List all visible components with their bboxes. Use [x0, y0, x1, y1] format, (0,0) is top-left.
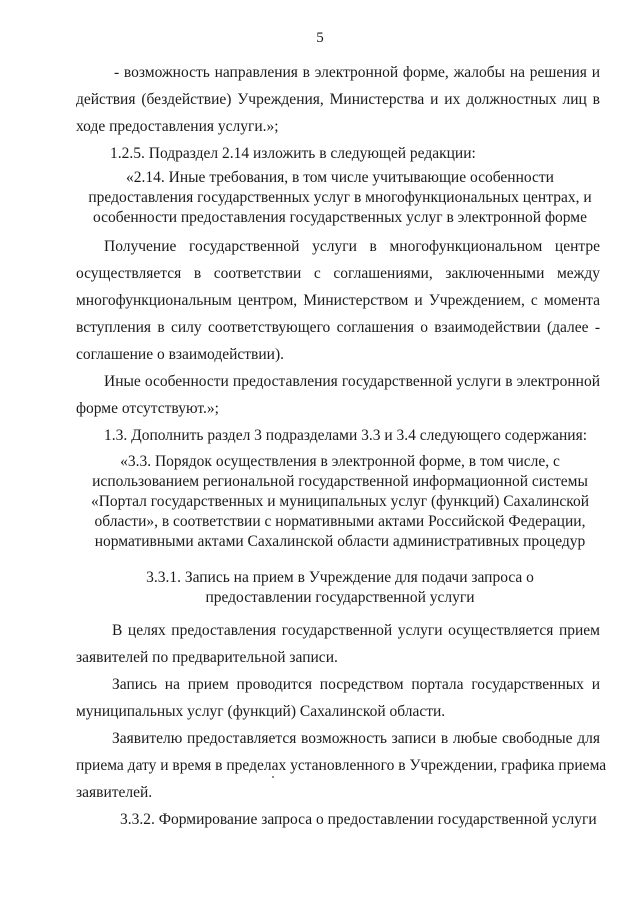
text-line: Заявителю предоставляется возможность записи в любые свободные для: [112, 730, 600, 747]
text-line: многофункциональным центром, Министерством и Учреждением, с момента: [76, 292, 600, 309]
text-line: 3.3.2. Формирование запроса о предоставлении государственной услуги: [120, 811, 597, 828]
section-heading-line: предоставления государственных услуг в многофункциональных центрах, и: [88, 189, 592, 206]
text-line: В целях предоставления государственной услуги осуществляется прием: [112, 622, 600, 639]
scan-speck: [272, 776, 274, 778]
section-heading-line: «3.3. Порядок осуществления в электронной форме, в том числе, с: [120, 453, 560, 470]
text-line: вступления в силу соответствующего соглашения о взаимодействии (далее -: [76, 319, 600, 336]
text-line: форме отсутствуют.»;: [76, 400, 219, 417]
text-line: Запись на прием проводится посредством портала государственных и: [112, 676, 600, 693]
text-line: 1.2.5. Подраздел 2.14 изложить в следующей редакции:: [110, 145, 476, 162]
text-line: муниципальных услуг (функций) Сахалинской области.: [76, 703, 446, 720]
section-heading-line: особенности предоставления государственных услуг в электронной форме: [93, 209, 587, 226]
text-line: Получение государственной услуги в многофункциональном центре: [104, 238, 600, 255]
text-line: 1.3. Дополнить раздел 3 подразделами 3.3 и 3.4 следующего содержания:: [104, 427, 588, 444]
text-line: Иные особенности предоставления государственной услуги в электронной: [104, 373, 600, 390]
text-line: заявителей по предварительной записи.: [76, 649, 338, 666]
page-number: 5: [316, 30, 324, 46]
text-line: соглашение о взаимодействии).: [76, 346, 284, 363]
section-heading-line: «2.14. Иные требования, в том числе учитывающие особенности: [126, 169, 554, 186]
section-heading-line: нормативными актами Сахалинской области административных процедур: [94, 533, 586, 550]
section-heading-line: «Портал государственных и муниципальных услуг (функций) Сахалинской: [90, 493, 590, 510]
section-heading-line: использованием региональной государственной информационной системы: [92, 473, 588, 490]
text-line: ходе предоставления услуги.»;: [76, 118, 279, 135]
text-line: - возможность направления в электронной форме, жалобы на решения и: [114, 64, 600, 81]
text-line: заявителей.: [76, 784, 153, 801]
text-line: приема дату и время в пределах установленного в Учреждении, графика приема: [76, 757, 607, 774]
text-line: действия (бездействие) Учреждения, Министерства и их должностных лиц в: [76, 91, 600, 108]
subsection-heading-line: 3.3.1. Запись на прием в Учреждение для подачи запроса о: [146, 569, 534, 586]
section-heading-line: области», в соответствии с нормативными актами Российской Федерации,: [94, 513, 586, 530]
text-line: осуществляется в соответствии с соглашениями, заключенными между: [76, 265, 600, 282]
subsection-heading-line: предоставлении государственной услуги: [205, 589, 475, 606]
